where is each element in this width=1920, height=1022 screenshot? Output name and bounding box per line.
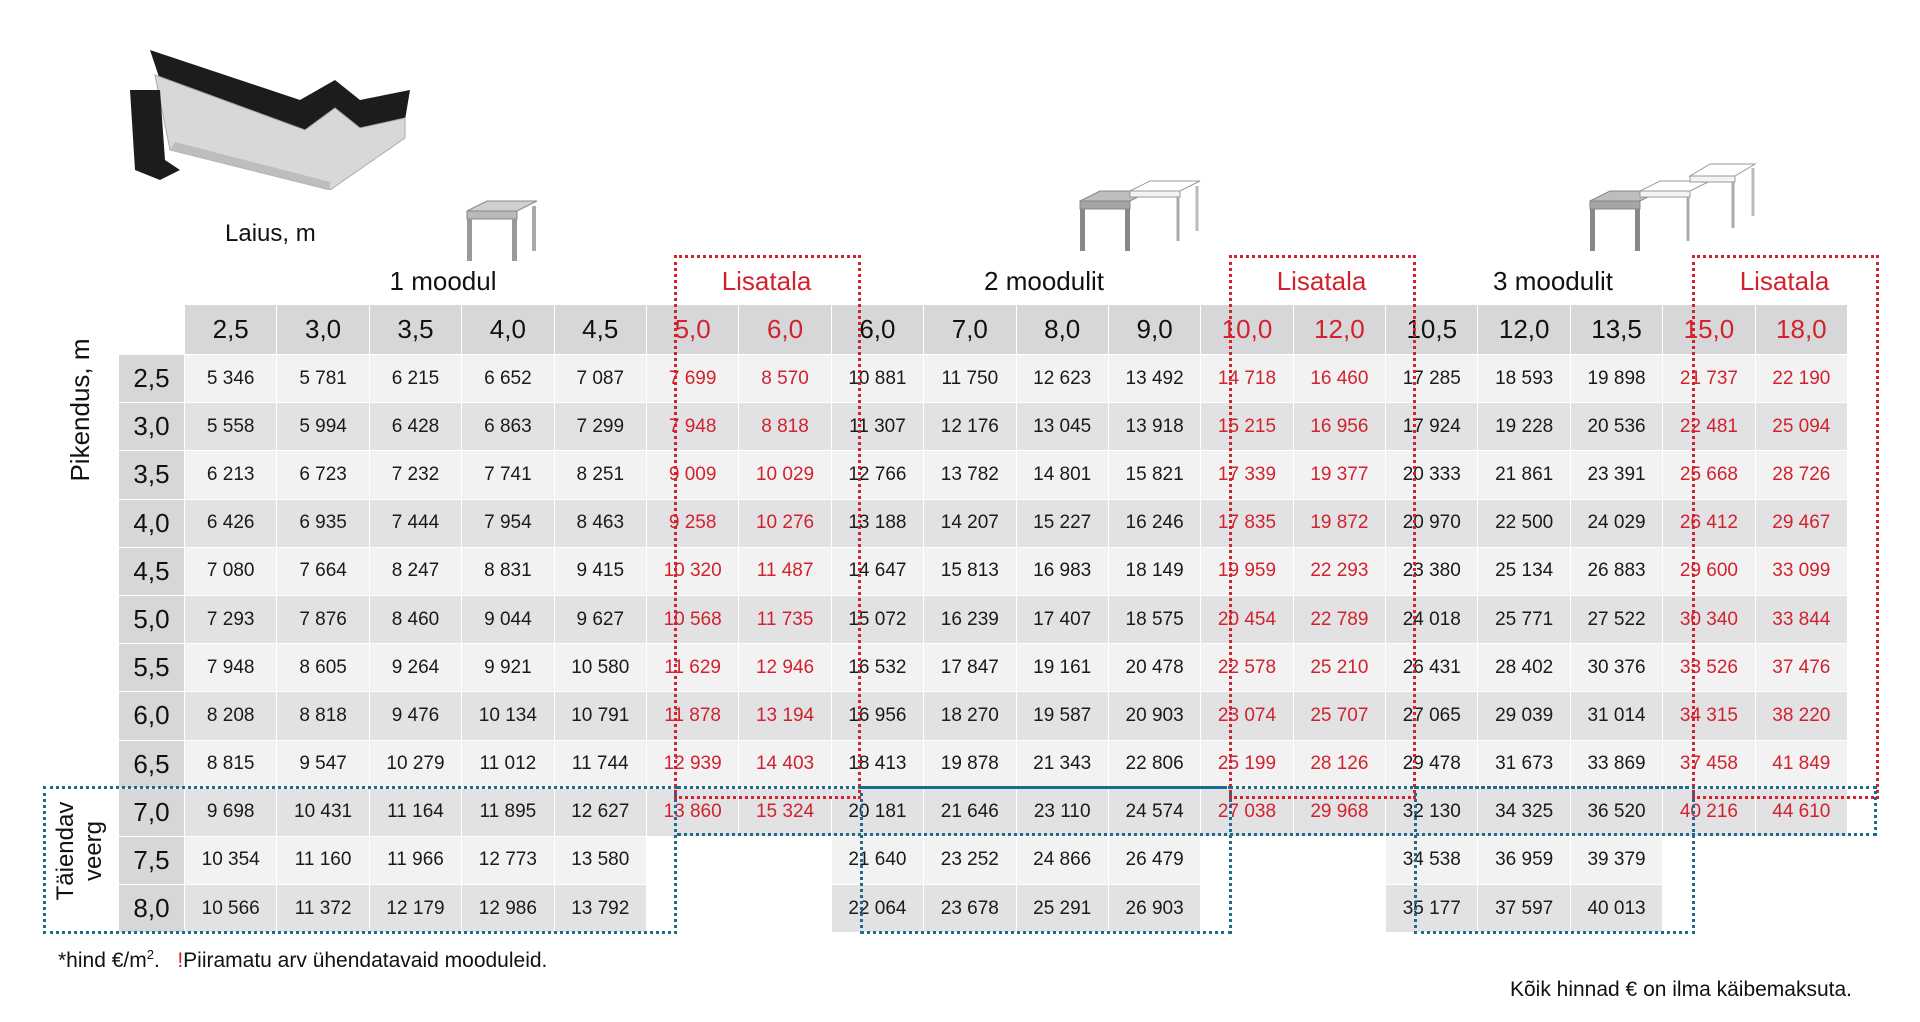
price-cell: 11 878 <box>646 692 738 740</box>
price-cell: 21 861 <box>1478 451 1570 499</box>
price-cell: 26 479 <box>1108 836 1200 884</box>
price-cell: 10 354 <box>185 836 277 884</box>
price-cell: 16 983 <box>1016 547 1108 595</box>
price-cell: 25 707 <box>1293 692 1385 740</box>
footnote-unit-tail: . <box>153 949 160 972</box>
price-cell: 27 522 <box>1570 595 1662 643</box>
price-cell: 9 009 <box>646 451 738 499</box>
price-cell: 24 574 <box>1108 788 1200 836</box>
row-header: 6,0 <box>119 692 185 740</box>
price-cell: 6 215 <box>369 355 461 403</box>
price-cell: 29 478 <box>1386 740 1478 788</box>
price-cell: 10 568 <box>646 595 738 643</box>
price-cell: 26 431 <box>1386 644 1478 692</box>
group-label-3-modules: 3 moodulit <box>1493 266 1613 296</box>
price-cell: 6 935 <box>277 499 369 547</box>
group-label-1-module: 1 moodul <box>389 266 497 296</box>
price-cell: 16 246 <box>1108 499 1200 547</box>
price-cell: 23 252 <box>924 836 1016 884</box>
price-cell: 13 580 <box>554 836 646 884</box>
extra-column-label: Täiendav veerg <box>52 801 107 901</box>
price-cell: 20 333 <box>1386 451 1478 499</box>
price-cell: 22 481 <box>1663 403 1755 451</box>
price-cell: 8 818 <box>739 403 831 451</box>
row-header: 6,5 <box>119 740 185 788</box>
price-cell: 29 467 <box>1755 499 1847 547</box>
price-cell: 34 325 <box>1478 788 1570 836</box>
price-cell <box>646 885 738 933</box>
price-cell: 9 044 <box>462 595 554 643</box>
price-cell: 7 664 <box>277 547 369 595</box>
row-header: 4,0 <box>119 499 185 547</box>
price-cell <box>1293 885 1385 933</box>
price-cell: 10 580 <box>554 644 646 692</box>
price-cell: 7 741 <box>462 451 554 499</box>
price-cell: 36 959 <box>1478 836 1570 884</box>
price-cell: 16 460 <box>1293 355 1385 403</box>
price-cell <box>1201 885 1293 933</box>
price-cell: 6 863 <box>462 403 554 451</box>
price-cell: 19 228 <box>1478 403 1570 451</box>
column-header: 4,5 <box>554 305 646 355</box>
price-cell <box>1755 885 1847 933</box>
row-header: 3,0 <box>119 403 185 451</box>
row-header: 3,5 <box>119 451 185 499</box>
price-cell: 28 402 <box>1478 644 1570 692</box>
price-cell: 19 898 <box>1570 355 1662 403</box>
row-header: 8,0 <box>119 885 185 933</box>
price-cell: 7 232 <box>369 451 461 499</box>
price-cell: 7 948 <box>185 644 277 692</box>
price-cell: 20 478 <box>1108 644 1200 692</box>
row-header: 2,5 <box>119 355 185 403</box>
price-cell: 18 149 <box>1108 547 1200 595</box>
column-header: 6,0 <box>831 305 923 355</box>
price-cell: 33 526 <box>1663 644 1755 692</box>
table-row <box>119 644 1848 692</box>
price-cell: 39 379 <box>1570 836 1662 884</box>
group-label-extra-beam-1: Lisatala <box>721 266 812 296</box>
price-cell: 29 039 <box>1478 692 1570 740</box>
price-cell: 17 924 <box>1386 403 1478 451</box>
price-cell: 28 726 <box>1755 451 1847 499</box>
price-cell: 40 216 <box>1663 788 1755 836</box>
price-cell: 13 918 <box>1108 403 1200 451</box>
price-cell: 18 270 <box>924 692 1016 740</box>
price-cell: 19 377 <box>1293 451 1385 499</box>
group-label-2-modules: 2 moodulit <box>984 266 1104 296</box>
table-row <box>119 885 1848 933</box>
price-cell: 11 895 <box>462 788 554 836</box>
price-cell: 5 346 <box>185 355 277 403</box>
two-module-pergola-icon <box>1075 176 1205 256</box>
one-module-pergola-icon <box>462 196 552 266</box>
price-cell: 23 678 <box>924 885 1016 933</box>
price-cell: 13 045 <box>1016 403 1108 451</box>
price-cell: 22 789 <box>1293 595 1385 643</box>
column-header: 5,0 <box>646 305 738 355</box>
price-cell: 14 718 <box>1201 355 1293 403</box>
price-cell: 19 878 <box>924 740 1016 788</box>
price-cell: 37 458 <box>1663 740 1755 788</box>
price-cell: 16 956 <box>831 692 923 740</box>
price-cell: 19 161 <box>1016 644 1108 692</box>
price-cell: 33 844 <box>1755 595 1847 643</box>
price-cell <box>1663 836 1755 884</box>
price-cell: 20 536 <box>1570 403 1662 451</box>
table-row <box>119 499 1848 547</box>
price-cell: 30 340 <box>1663 595 1755 643</box>
price-cell: 18 413 <box>831 740 923 788</box>
column-header: 12,0 <box>1478 305 1570 355</box>
price-cell: 36 520 <box>1570 788 1662 836</box>
price-cell: 7 948 <box>646 403 738 451</box>
price-cell: 10 029 <box>739 451 831 499</box>
price-cell: 44 610 <box>1755 788 1847 836</box>
price-cell: 11 966 <box>369 836 461 884</box>
row-header: 4,5 <box>119 547 185 595</box>
price-cell: 9 258 <box>646 499 738 547</box>
price-cell: 37 476 <box>1755 644 1847 692</box>
price-cell: 10 276 <box>739 499 831 547</box>
price-cell: 12 179 <box>369 885 461 933</box>
price-cell: 22 806 <box>1108 740 1200 788</box>
table-row <box>119 451 1848 499</box>
price-cell: 15 227 <box>1016 499 1108 547</box>
price-cell: 8 818 <box>277 692 369 740</box>
price-cell: 13 492 <box>1108 355 1200 403</box>
price-cell: 25 210 <box>1293 644 1385 692</box>
group-label-extra-beam-3: Lisatala <box>1739 266 1830 296</box>
row-header: 7,5 <box>119 836 185 884</box>
width-axis-label: Laius, m <box>225 220 316 247</box>
price-cell: 20 970 <box>1386 499 1478 547</box>
price-cell: 12 986 <box>462 885 554 933</box>
price-cell: 17 407 <box>1016 595 1108 643</box>
price-cell: 10 134 <box>462 692 554 740</box>
table-row <box>119 595 1848 643</box>
three-module-pergola-icon <box>1585 156 1760 256</box>
price-cell: 10 431 <box>277 788 369 836</box>
price-cell: 31 014 <box>1570 692 1662 740</box>
price-cell: 14 207 <box>924 499 1016 547</box>
table-row <box>119 740 1848 788</box>
price-cell: 19 872 <box>1293 499 1385 547</box>
price-cell: 23 074 <box>1201 692 1293 740</box>
price-cell: 25 094 <box>1755 403 1847 451</box>
table-row <box>119 692 1848 740</box>
price-cell: 12 766 <box>831 451 923 499</box>
price-cell: 9 415 <box>554 547 646 595</box>
column-header: 13,5 <box>1570 305 1662 355</box>
price-cell: 22 578 <box>1201 644 1293 692</box>
price-cell: 27 038 <box>1201 788 1293 836</box>
price-cell: 14 403 <box>739 740 831 788</box>
table-row <box>119 403 1848 451</box>
price-cell: 8 831 <box>462 547 554 595</box>
vat-note: Kõik hinnad € on ilma käibemaksuta. <box>1509 978 1852 1001</box>
price-cell: 7 087 <box>554 355 646 403</box>
footnote-unit: *hind €/m <box>58 949 147 972</box>
price-cell: 21 646 <box>924 788 1016 836</box>
price-cell: 8 251 <box>554 451 646 499</box>
price-cell: 20 903 <box>1108 692 1200 740</box>
price-cell: 10 881 <box>831 355 923 403</box>
price-cell: 5 781 <box>277 355 369 403</box>
price-cell: 34 538 <box>1386 836 1478 884</box>
footnote-exclamation: ! <box>177 949 184 972</box>
price-cell: 33 869 <box>1570 740 1662 788</box>
price-table <box>118 304 1848 933</box>
price-cell: 7 080 <box>185 547 277 595</box>
price-cell: 29 600 <box>1663 547 1755 595</box>
price-cell: 26 903 <box>1108 885 1200 933</box>
price-cell: 17 339 <box>1201 451 1293 499</box>
price-cell: 12 939 <box>646 740 738 788</box>
price-cell: 9 547 <box>277 740 369 788</box>
price-cell: 20 454 <box>1201 595 1293 643</box>
price-cell: 6 426 <box>185 499 277 547</box>
price-cell: 6 428 <box>369 403 461 451</box>
price-cell: 25 771 <box>1478 595 1570 643</box>
table-row <box>119 836 1848 884</box>
price-cell: 33 099 <box>1755 547 1847 595</box>
group-label-extra-beam-2: Lisatala <box>1276 266 1367 296</box>
price-cell: 8 208 <box>185 692 277 740</box>
price-cell: 20 181 <box>831 788 923 836</box>
price-cell: 37 597 <box>1478 885 1570 933</box>
price-cell: 9 476 <box>369 692 461 740</box>
price-cell: 7 444 <box>369 499 461 547</box>
price-cell: 23 391 <box>1570 451 1662 499</box>
row-header: 7,0 <box>119 788 185 836</box>
price-cell: 24 018 <box>1386 595 1478 643</box>
price-cell: 15 215 <box>1201 403 1293 451</box>
price-cell: 15 072 <box>831 595 923 643</box>
footnote <box>58 947 547 973</box>
price-cell: 7 299 <box>554 403 646 451</box>
price-cell: 9 627 <box>554 595 646 643</box>
price-cell: 8 247 <box>369 547 461 595</box>
price-cell: 31 673 <box>1478 740 1570 788</box>
price-cell: 5 994 <box>277 403 369 451</box>
price-cell: 22 500 <box>1478 499 1570 547</box>
price-cell: 12 946 <box>739 644 831 692</box>
price-cell: 26 412 <box>1663 499 1755 547</box>
price-cell: 7 876 <box>277 595 369 643</box>
price-cell: 40 013 <box>1570 885 1662 933</box>
price-cell <box>1293 836 1385 884</box>
price-cell: 21 640 <box>831 836 923 884</box>
price-cell: 11 164 <box>369 788 461 836</box>
price-cell: 25 668 <box>1663 451 1755 499</box>
column-header: 10,5 <box>1386 305 1478 355</box>
price-cell: 8 815 <box>185 740 277 788</box>
price-cell: 8 605 <box>277 644 369 692</box>
price-cell: 11 307 <box>831 403 923 451</box>
price-cell: 17 285 <box>1386 355 1478 403</box>
price-cell: 19 959 <box>1201 547 1293 595</box>
price-cell: 11 487 <box>739 547 831 595</box>
price-cell <box>739 885 831 933</box>
price-cell: 11 735 <box>739 595 831 643</box>
price-cell: 23 380 <box>1386 547 1478 595</box>
length-axis-label: Pikendus, m <box>65 338 95 482</box>
price-cell: 11 750 <box>924 355 1016 403</box>
column-header: 8,0 <box>1016 305 1108 355</box>
price-cell: 27 065 <box>1386 692 1478 740</box>
price-cell: 32 130 <box>1386 788 1478 836</box>
column-header: 7,0 <box>924 305 1016 355</box>
price-cell: 17 835 <box>1201 499 1293 547</box>
price-cell: 7 699 <box>646 355 738 403</box>
price-cell: 26 883 <box>1570 547 1662 595</box>
price-cell: 12 627 <box>554 788 646 836</box>
price-cell: 9 921 <box>462 644 554 692</box>
price-cell: 11 372 <box>277 885 369 933</box>
price-cell: 11 012 <box>462 740 554 788</box>
price-cell <box>1663 885 1755 933</box>
price-cell: 13 194 <box>739 692 831 740</box>
column-header: 9,0 <box>1108 305 1200 355</box>
price-cell <box>1755 836 1847 884</box>
price-cell: 13 782 <box>924 451 1016 499</box>
price-cell: 19 587 <box>1016 692 1108 740</box>
column-header: 2,5 <box>185 305 277 355</box>
row-header: 5,5 <box>119 644 185 692</box>
price-cell: 9 264 <box>369 644 461 692</box>
row-header: 5,0 <box>119 595 185 643</box>
price-cell: 21 343 <box>1016 740 1108 788</box>
price-cell: 11 160 <box>277 836 369 884</box>
price-cell: 10 566 <box>185 885 277 933</box>
price-cell: 28 126 <box>1293 740 1385 788</box>
price-cell: 5 558 <box>185 403 277 451</box>
price-cell <box>1201 836 1293 884</box>
price-cell: 15 324 <box>739 788 831 836</box>
price-cell: 10 320 <box>646 547 738 595</box>
price-cell: 16 239 <box>924 595 1016 643</box>
table-row <box>119 547 1848 595</box>
column-header: 4,0 <box>462 305 554 355</box>
price-cell: 7 293 <box>185 595 277 643</box>
price-cell: 25 199 <box>1201 740 1293 788</box>
footnote-note: Piiramatu arv ühendatavaid mooduleid. <box>183 949 548 972</box>
column-header: 15,0 <box>1663 305 1755 355</box>
price-cell: 34 315 <box>1663 692 1755 740</box>
price-cell: 22 293 <box>1293 547 1385 595</box>
price-cell: 12 176 <box>924 403 1016 451</box>
price-cell: 12 773 <box>462 836 554 884</box>
price-cell: 8 460 <box>369 595 461 643</box>
price-cell: 6 723 <box>277 451 369 499</box>
price-cell: 11 744 <box>554 740 646 788</box>
price-cell: 8 463 <box>554 499 646 547</box>
price-cell: 23 110 <box>1016 788 1108 836</box>
column-header: 3,5 <box>369 305 461 355</box>
profile-beam-icon <box>120 30 410 190</box>
price-cell: 18 593 <box>1478 355 1570 403</box>
column-header: 18,0 <box>1755 305 1847 355</box>
price-cell: 13 860 <box>646 788 738 836</box>
footnote-unit-sup: 2 <box>146 947 154 962</box>
price-cell: 18 575 <box>1108 595 1200 643</box>
price-cell: 35 177 <box>1386 885 1478 933</box>
price-cell: 25 134 <box>1478 547 1570 595</box>
price-cell <box>646 836 738 884</box>
price-cell: 10 279 <box>369 740 461 788</box>
price-cell: 25 291 <box>1016 885 1108 933</box>
price-cell: 21 737 <box>1663 355 1755 403</box>
price-cell: 30 376 <box>1570 644 1662 692</box>
price-cell: 13 188 <box>831 499 923 547</box>
table-corner <box>119 305 185 355</box>
price-cell: 16 532 <box>831 644 923 692</box>
column-header: 10,0 <box>1201 305 1293 355</box>
column-header: 12,0 <box>1293 305 1385 355</box>
price-cell: 22 064 <box>831 885 923 933</box>
column-header: 6,0 <box>739 305 831 355</box>
price-cell: 38 220 <box>1755 692 1847 740</box>
price-cell: 13 792 <box>554 885 646 933</box>
price-cell <box>739 836 831 884</box>
price-cell: 9 698 <box>185 788 277 836</box>
price-cell: 10 791 <box>554 692 646 740</box>
price-cell: 15 821 <box>1108 451 1200 499</box>
price-cell: 8 570 <box>739 355 831 403</box>
price-cell: 29 968 <box>1293 788 1385 836</box>
price-cell: 11 629 <box>646 644 738 692</box>
price-cell: 22 190 <box>1755 355 1847 403</box>
price-cell: 17 847 <box>924 644 1016 692</box>
price-cell: 41 849 <box>1755 740 1847 788</box>
price-cell: 12 623 <box>1016 355 1108 403</box>
price-cell: 16 956 <box>1293 403 1385 451</box>
table-row <box>119 788 1848 836</box>
price-cell: 6 652 <box>462 355 554 403</box>
price-cell: 15 813 <box>924 547 1016 595</box>
price-cell: 6 213 <box>185 451 277 499</box>
table-row <box>119 355 1848 403</box>
price-cell: 14 647 <box>831 547 923 595</box>
price-cell: 7 954 <box>462 499 554 547</box>
price-cell: 24 866 <box>1016 836 1108 884</box>
price-cell: 24 029 <box>1570 499 1662 547</box>
price-cell: 14 801 <box>1016 451 1108 499</box>
column-header: 3,0 <box>277 305 369 355</box>
